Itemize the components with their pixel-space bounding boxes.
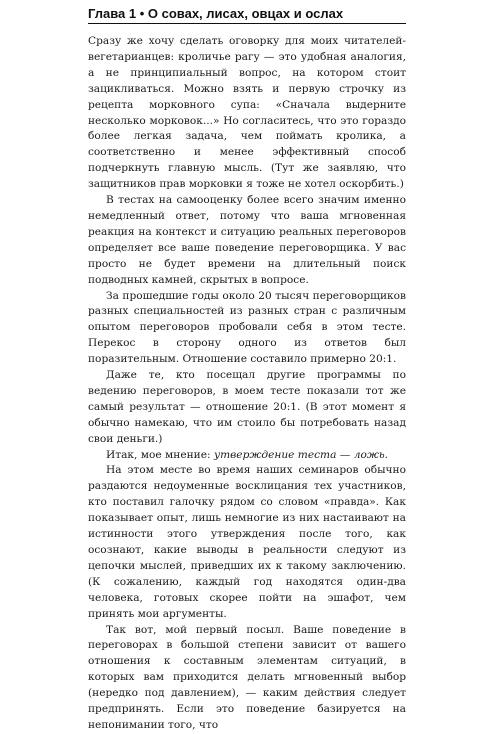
running-head [88, 2, 406, 24]
paragraph-2: В тестах на самооценку более всего значим именно немедленный ответ, потому что ваша мгновенная реакция на контекст и ситуацию реальных переговоров определяет все ваше поведение переговорщика. У вас просто не будет времени на длительный поиск подводных камней, скрытых в вопросе. [88, 194, 406, 286]
paragraph-5-lead: Итак, мое мнение: [106, 448, 214, 461]
paragraph-7: Так вот, мой первый посыл. Ваше поведение в переговорах в большой степени зависит от вашего отношения к составным элементам ситуаций, в которых вам приходится делать мгновенный выбор (нередко под давлением), — каким действия следует предпринять. Если это поведение базируется на непонимании того, что [88, 623, 406, 731]
chapter-title: Глава 1 • О совах, лисах, овцах и ослах [88, 6, 344, 21]
body-text [88, 34, 406, 734]
paragraph-6: На этом месте во время наших семинаров обычно раздаются недоуменные восклицания тех участников, кто поставил галочку рядом со словом «правда». Как показывает опыт, лишь немногие из них настаивают на истинности этого утверждения после того, как осознают, какие выводы в реальности следуют из цепочки мыслей, приведших их к такому заключению. (К сожалению, каждый год находятся один-два человека, готовых скорее пойти на эшафот, чем принять мои аргументы. [88, 464, 406, 620]
paragraph-5-emphasis: утверждение теста — ложь. [213, 448, 389, 461]
paragraph-1: Сразу же хочу сделать оговорку для моих читателей-вегетарианцев: кроличье рагу — это удобная аналогия, а не принципиальный вопрос, на котором стоит зацикливаться. Можно взять и первую строчку из рецепта морковного супа: «Сначала выдерните несколько морковок...» Но согласитесь, что это гораздо более легкая задача, чем поймать кролика, а соответственно и менее эффективный способ подчеркнуть главную мысль. (Тут же заявляю, что защитников прав морковки я тоже не хотел оскорбить.) [88, 35, 406, 191]
paragraph-4: Даже те, кто посещал другие программы по ведению переговоров, в моем тесте показали тот же самый результат — отношение 20:1. (В этот момент я обычно намекаю, что им стоило бы потребовать назад свои деньги.) [88, 369, 406, 445]
paragraph-5 [88, 448, 406, 464]
paragraph-3: За прошедшие годы около 20 тысяч переговорщиков разных специальностей из разных стран с различным опытом переговоров пробовали себя в этом тесте. Перекос в сторону одного из ответов был поразительным. Отношение составило примерно 20:1. [88, 289, 406, 366]
